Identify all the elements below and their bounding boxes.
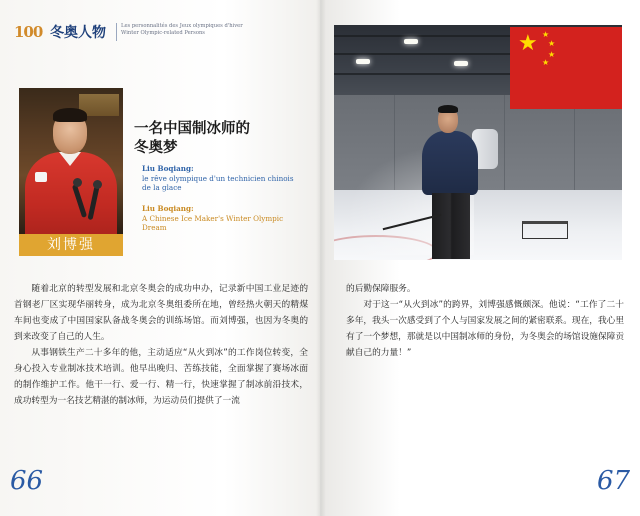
ice-maker-hair	[438, 105, 458, 113]
equipment-stand	[522, 221, 568, 239]
ice-maker-legs	[432, 193, 470, 259]
paragraph: 对于这一“从火到冰”的跨界，刘博强感慨颇深。他说：“工作了二十多年，我头一次感受到了个人与国家发展之间的紧密联系。现在，我心里有了一个梦想，那就是以中国制冰师的身份，为冬奥会的场馆设施保障贡献自己的力量！”	[346, 300, 624, 358]
right-body-text	[346, 281, 624, 361]
ceiling-light	[404, 39, 418, 44]
star-icon: ★	[548, 39, 556, 48]
page-number-right: 67	[597, 466, 631, 496]
paragraph: 的后勤保障服务。	[346, 284, 416, 294]
centenary-logo: 100	[14, 23, 43, 41]
portrait-photo	[19, 88, 123, 234]
english-heading: Liu Boqiang:	[142, 204, 194, 213]
section-subtitle-fr: Les personnalités des Jeux olympiques d'hiver	[121, 23, 243, 29]
person-name: 刘博强	[19, 234, 123, 256]
star-icon: ★	[548, 50, 556, 59]
section-subtitle	[121, 23, 271, 37]
left-body-text	[14, 281, 308, 409]
wall-seam	[504, 95, 505, 190]
microphone-head	[93, 180, 102, 189]
chinese-flag	[510, 27, 622, 109]
english-title: A Chinese Ice Maker's Winter Olympic Dream	[142, 214, 284, 232]
ceiling-light	[356, 59, 370, 64]
page-number-left: 66	[10, 466, 44, 496]
microphone-head	[73, 178, 82, 187]
star-icon: ★	[518, 31, 538, 56]
paragraph: 从事钢铁生产二十多年的他，主动适应“从火到冰”的工作岗位转变，全身心投入专业制冰技术培训。他早出晚归、苦练技能，全面掌握了赛场冰面的制作维护工作。他干一行、爱一行、精一行，快速掌握了制冰前沿技术，成功转型为一名技艺精湛的制冰师，为运动员们提供了一流	[14, 348, 308, 406]
french-heading: Liu Boqiang:	[142, 164, 194, 173]
header-divider	[116, 23, 117, 41]
section-subtitle-en: Winter Olympic-related Persons	[121, 30, 205, 36]
ice-maker-jacket	[422, 131, 478, 195]
wall-seam	[574, 95, 575, 190]
french-title: le rêve olympique d'un technicien chinois de la glace	[142, 174, 294, 192]
article-title	[134, 120, 304, 158]
ceiling-light	[454, 61, 468, 66]
jacket-emblem	[35, 172, 47, 182]
article-title-line1: 一名中国制冰师的	[134, 121, 250, 137]
star-icon: ★	[542, 58, 550, 67]
ice-rink-photo	[334, 25, 622, 260]
paragraph: 随着北京的转型发展和北京冬奥会的成功申办，记录新中国工业足迹的首钢老厂区实现华丽转身，成为北京冬奥组委所在地，曾经热火朝天的精煤车间也变成了中国国家队备战冬奥会的训练场馆。而刘博强，也因为冬奥的到来改变了自己的人生。	[14, 284, 308, 342]
star-icon: ★	[542, 30, 550, 39]
hair	[53, 108, 87, 122]
article-title-line2: 冬奥梦	[134, 140, 178, 156]
section-title: 冬奥人物	[50, 25, 106, 41]
book-gutter	[316, 0, 326, 516]
